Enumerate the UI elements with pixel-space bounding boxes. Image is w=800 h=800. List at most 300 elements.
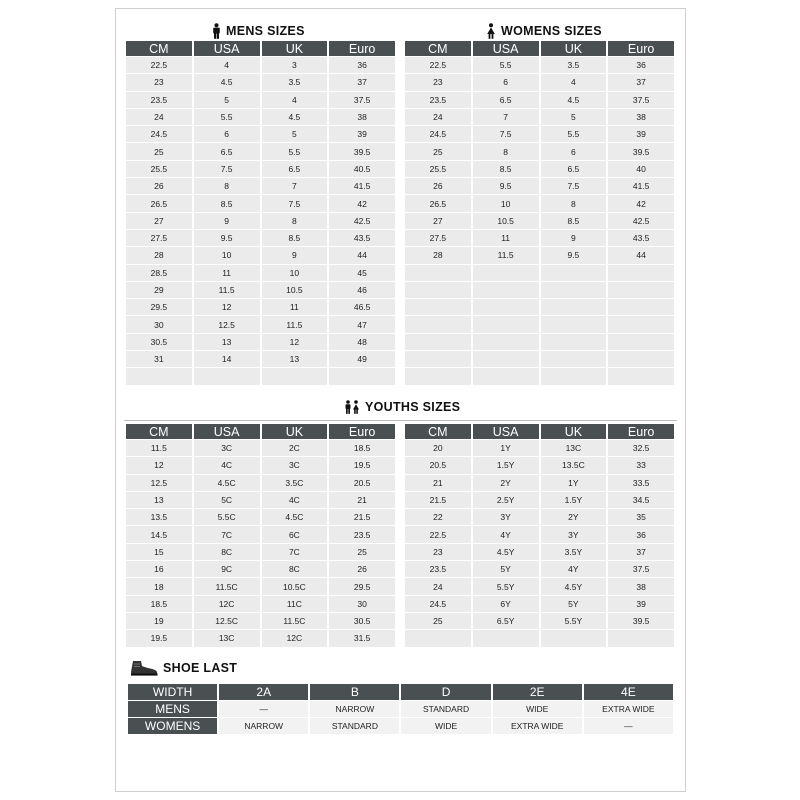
youths-left-cell-usa: 12.5C	[194, 613, 260, 630]
womens-cell-uk	[541, 265, 607, 282]
mens-cell-uk: 5	[262, 126, 328, 143]
youths-left-cell-euro: 18.5	[329, 440, 395, 457]
womens-cell-uk	[541, 351, 607, 368]
table-row	[126, 544, 395, 561]
youths-left-cell-usa: 11.5C	[194, 578, 260, 595]
shoe-last-cell: —	[219, 701, 308, 718]
table-row	[405, 247, 674, 264]
mens-cell-uk: 7.5	[262, 195, 328, 212]
mens-cell-uk: 11	[262, 299, 328, 316]
womens-cell-cm: 23.5	[405, 92, 471, 109]
mens-cell-usa: 5	[194, 92, 260, 109]
width-header-d: D	[401, 684, 490, 701]
mens-cell-usa: 12	[194, 299, 260, 316]
womens-sizes-title	[486, 23, 602, 39]
youths-right-cell-uk: 3.5Y	[541, 544, 607, 561]
mens-cell-cm: 24	[126, 109, 192, 126]
table-row	[126, 92, 395, 109]
womens-cell-usa: 10.5	[473, 213, 539, 230]
mens-cell-usa: 12.5	[194, 316, 260, 333]
womens-cell-usa: 7	[473, 109, 539, 126]
youths-left-cell-uk: 6C	[262, 526, 328, 543]
womens-cell-uk: 9.5	[541, 247, 607, 264]
womens-cell-uk: 9	[541, 230, 607, 247]
womens-cell-usa: 11	[473, 230, 539, 247]
womens-cell-euro	[608, 265, 674, 282]
youths-right-cell-cm: 23.5	[405, 561, 471, 578]
table-row	[126, 351, 395, 368]
youths-right-cell-cm: 24	[405, 578, 471, 595]
youths-right-cell-uk: 4.5Y	[541, 578, 607, 595]
shoe-last-cell: WIDE	[493, 701, 582, 718]
youths-left-cell-euro: 29.5	[329, 578, 395, 595]
table-row	[405, 282, 674, 299]
womens-size-table	[403, 41, 676, 386]
mens-cell-usa: 4.5	[194, 74, 260, 91]
table-row	[126, 578, 395, 595]
mens-cell-usa: 4	[194, 57, 260, 74]
youths-left-cell-cm: 18.5	[126, 596, 192, 613]
youths-left-cell-cm: 19.5	[126, 630, 192, 647]
width-header: WIDTH	[128, 684, 217, 701]
table-row	[405, 561, 674, 578]
womens-cell-cm: 28	[405, 247, 471, 264]
youths-left-cell-euro: 31.5	[329, 630, 395, 647]
mens-cell-usa: 9.5	[194, 230, 260, 247]
womens-cell-usa	[473, 368, 539, 385]
youths-right-cell-euro: 34.5	[608, 492, 674, 509]
youths-right-cell-uk: 13.5C	[541, 457, 607, 474]
youths-right-cell-euro: 35	[608, 509, 674, 526]
mens-cell-cm	[126, 368, 192, 385]
table-row	[405, 440, 674, 457]
table-row	[126, 509, 395, 526]
mens-cell-uk: 4	[262, 92, 328, 109]
table-row	[405, 630, 674, 647]
mens-cell-uk: 10.5	[262, 282, 328, 299]
mens-cell-euro: 42.5	[329, 213, 395, 230]
womens-cell-usa	[473, 265, 539, 282]
mens-cell-cm: 27.5	[126, 230, 192, 247]
shoe-last-cell: STANDARD	[401, 701, 490, 718]
womens-cell-cm: 26.5	[405, 195, 471, 212]
table-row	[405, 596, 674, 613]
youths-right-cell-euro: 39	[608, 596, 674, 613]
womens-cell-cm: 26	[405, 178, 471, 195]
womens-cell-cm: 25.5	[405, 161, 471, 178]
womens-cell-usa	[473, 316, 539, 333]
youths-left-cell-uk: 3C	[262, 457, 328, 474]
mens-cell-euro	[329, 368, 395, 385]
table-row	[126, 613, 395, 630]
shoe-last-cell: WIDE	[401, 718, 490, 735]
womens-header-usa: USA	[473, 41, 539, 57]
womens-cell-cm	[405, 368, 471, 385]
youths-left-cell-cm: 13.5	[126, 509, 192, 526]
womens-header-cm: CM	[405, 41, 471, 57]
youths-left-header-uk: UK	[262, 424, 328, 440]
womens-cell-cm: 23	[405, 74, 471, 91]
table-row	[405, 178, 674, 195]
womens-cell-uk: 5.5	[541, 126, 607, 143]
mens-cell-euro: 46.5	[329, 299, 395, 316]
womens-cell-cm: 24	[405, 109, 471, 126]
table-row	[405, 475, 674, 492]
shoe-last-cell: NARROW	[219, 718, 308, 735]
table-row	[405, 351, 674, 368]
table-row	[126, 334, 395, 351]
youths-left-cell-uk: 11.5C	[262, 613, 328, 630]
womens-cell-euro: 37.5	[608, 92, 674, 109]
youths-left-cell-cm: 11.5	[126, 440, 192, 457]
youths-left-cell-uk: 2C	[262, 440, 328, 457]
mens-cell-usa: 8.5	[194, 195, 260, 212]
womens-cell-uk: 6	[541, 143, 607, 160]
youths-left-header-cm: CM	[126, 424, 192, 440]
mens-cell-cm: 30.5	[126, 334, 192, 351]
table-row	[126, 265, 395, 282]
mens-cell-euro: 36	[329, 57, 395, 74]
womens-cell-uk: 8.5	[541, 213, 607, 230]
table-row	[126, 561, 395, 578]
width-header-4e: 4E	[584, 684, 673, 701]
youths-right-cell-euro: 38	[608, 578, 674, 595]
womens-cell-uk: 4	[541, 74, 607, 91]
shoe-last-cell: EXTRA WIDE	[493, 718, 582, 735]
womens-cell-cm	[405, 282, 471, 299]
youths-left-cell-cm: 14.5	[126, 526, 192, 543]
mens-cell-cm: 24.5	[126, 126, 192, 143]
mens-cell-usa: 6.5	[194, 143, 260, 160]
table-row	[405, 161, 674, 178]
youths-right-cell-uk: 2Y	[541, 509, 607, 526]
youths-left-header-usa: USA	[194, 424, 260, 440]
mens-cell-usa: 9	[194, 213, 260, 230]
shoe-icon	[130, 660, 158, 676]
womens-cell-usa	[473, 299, 539, 316]
mens-cell-cm: 23	[126, 74, 192, 91]
mens-cell-uk: 3	[262, 57, 328, 74]
mens-cell-usa	[194, 368, 260, 385]
mens-header-euro: Euro	[329, 41, 395, 57]
table-row	[405, 92, 674, 109]
womens-cell-euro	[608, 282, 674, 299]
womens-cell-euro: 38	[608, 109, 674, 126]
youths-sizes-title	[344, 400, 460, 414]
youths-left-cell-euro: 21.5	[329, 509, 395, 526]
mens-cell-euro: 42	[329, 195, 395, 212]
size-chart-sheet	[115, 8, 686, 792]
table-row	[126, 526, 395, 543]
womens-cell-euro	[608, 368, 674, 385]
womens-cell-euro: 44	[608, 247, 674, 264]
mens-header-usa: USA	[194, 41, 260, 57]
youths-right-cell-uk: 1.5Y	[541, 492, 607, 509]
womens-header-euro: Euro	[608, 41, 674, 57]
mens-cell-cm: 29.5	[126, 299, 192, 316]
youths-sizes-label: YOUTHS SIZES	[365, 400, 461, 414]
womens-cell-usa: 6.5	[473, 92, 539, 109]
youths-size-table-right	[403, 424, 676, 648]
mens-cell-uk: 6.5	[262, 161, 328, 178]
table-row	[126, 74, 395, 91]
mens-header-uk: UK	[262, 41, 328, 57]
youths-left-cell-usa: 3C	[194, 440, 260, 457]
mens-sizes-title	[212, 23, 305, 39]
youths-right-cell-usa: 4.5Y	[473, 544, 539, 561]
table-row	[126, 143, 395, 160]
mens-cell-euro: 37.5	[329, 92, 395, 109]
youths-right-cell-euro: 33.5	[608, 475, 674, 492]
width-header-2e: 2E	[493, 684, 582, 701]
table-row	[405, 109, 674, 126]
table-row	[126, 492, 395, 509]
shoe-last-row	[128, 701, 673, 718]
mens-cell-euro: 48	[329, 334, 395, 351]
shoe-last-cell: —	[584, 718, 673, 735]
table-row	[126, 161, 395, 178]
table-row	[126, 213, 395, 230]
womens-cell-uk: 4.5	[541, 92, 607, 109]
youths-left-cell-euro: 23.5	[329, 526, 395, 543]
youths-right-cell-usa: 1Y	[473, 440, 539, 457]
youths-left-cell-usa: 12C	[194, 596, 260, 613]
width-header-2a: 2A	[219, 684, 308, 701]
mens-cell-cm: 28	[126, 247, 192, 264]
table-row	[405, 126, 674, 143]
womens-cell-cm	[405, 316, 471, 333]
womens-cell-euro: 41.5	[608, 178, 674, 195]
youths-right-cell-usa: 2Y	[473, 475, 539, 492]
womens-cell-cm: 22.5	[405, 57, 471, 74]
mens-cell-cm: 26	[126, 178, 192, 195]
youths-left-cell-euro: 21	[329, 492, 395, 509]
mens-cell-euro: 44	[329, 247, 395, 264]
mens-cell-uk	[262, 368, 328, 385]
youths-right-cell-usa: 5.5Y	[473, 578, 539, 595]
youths-left-cell-euro: 19.5	[329, 457, 395, 474]
youths-right-cell-cm: 20	[405, 440, 471, 457]
youths-left-cell-usa: 4.5C	[194, 475, 260, 492]
table-row	[405, 57, 674, 74]
table-row	[126, 316, 395, 333]
table-row	[405, 143, 674, 160]
womens-cell-usa: 6	[473, 74, 539, 91]
table-row	[405, 316, 674, 333]
womens-cell-usa: 10	[473, 195, 539, 212]
mens-cell-usa: 8	[194, 178, 260, 195]
womens-header-uk: UK	[541, 41, 607, 57]
mens-cell-uk: 5.5	[262, 143, 328, 160]
mens-cell-uk: 12	[262, 334, 328, 351]
youths-size-table-left	[124, 424, 397, 648]
mens-cell-euro: 37	[329, 74, 395, 91]
youths-right-cell-usa: 1.5Y	[473, 457, 539, 474]
youths-left-cell-euro: 25	[329, 544, 395, 561]
table-row	[405, 613, 674, 630]
womens-sizes-label: WOMENS SIZES	[501, 24, 602, 38]
youths-right-header-usa: USA	[473, 424, 539, 440]
table-row	[126, 178, 395, 195]
mens-cell-usa: 11	[194, 265, 260, 282]
mens-cell-cm: 25	[126, 143, 192, 160]
youths-left-cell-uk: 11C	[262, 596, 328, 613]
table-row	[126, 299, 395, 316]
womens-cell-uk: 5	[541, 109, 607, 126]
mens-cell-uk: 8.5	[262, 230, 328, 247]
width-header-b: B	[310, 684, 399, 701]
table-row	[126, 57, 395, 74]
mens-cell-cm: 28.5	[126, 265, 192, 282]
mens-cell-cm: 31	[126, 351, 192, 368]
mens-cell-uk: 11.5	[262, 316, 328, 333]
mens-cell-cm: 29	[126, 282, 192, 299]
youths-left-cell-euro: 26	[329, 561, 395, 578]
table-row	[405, 578, 674, 595]
youths-right-cell-usa: 3Y	[473, 509, 539, 526]
youths-right-cell-euro	[608, 630, 674, 647]
youths-right-cell-uk	[541, 630, 607, 647]
womens-cell-uk: 8	[541, 195, 607, 212]
mens-cell-uk: 7	[262, 178, 328, 195]
mens-cell-euro: 49	[329, 351, 395, 368]
table-row	[405, 368, 674, 385]
youths-left-cell-cm: 12.5	[126, 475, 192, 492]
womens-cell-euro	[608, 316, 674, 333]
table-row	[126, 368, 395, 385]
womens-cell-cm	[405, 265, 471, 282]
youths-left-cell-cm: 12	[126, 457, 192, 474]
youths-left-cell-usa: 8C	[194, 544, 260, 561]
woman-icon	[486, 23, 496, 39]
youths-right-cell-cm: 21	[405, 475, 471, 492]
mens-cell-usa: 11.5	[194, 282, 260, 299]
youths-right-cell-cm: 23	[405, 544, 471, 561]
youths-left-cell-uk: 4C	[262, 492, 328, 509]
youths-right-cell-usa: 6Y	[473, 596, 539, 613]
mens-cell-uk: 4.5	[262, 109, 328, 126]
mens-cell-usa: 10	[194, 247, 260, 264]
womens-cell-uk	[541, 368, 607, 385]
womens-cell-usa: 5.5	[473, 57, 539, 74]
table-row	[126, 247, 395, 264]
youths-right-cell-euro: 36	[608, 526, 674, 543]
youths-right-cell-cm: 22	[405, 509, 471, 526]
shoe-last-title	[130, 660, 237, 676]
mens-cell-cm: 26.5	[126, 195, 192, 212]
mens-cell-euro: 43.5	[329, 230, 395, 247]
womens-cell-uk	[541, 299, 607, 316]
table-row	[405, 230, 674, 247]
womens-cell-euro: 42.5	[608, 213, 674, 230]
womens-cell-cm	[405, 351, 471, 368]
youths-left-cell-cm: 19	[126, 613, 192, 630]
womens-cell-usa	[473, 282, 539, 299]
shoe-last-cell: EXTRA WIDE	[584, 701, 673, 718]
shoe-last-table	[126, 684, 675, 735]
shoe-last-label: SHOE LAST	[163, 661, 238, 675]
youths-left-cell-cm: 16	[126, 561, 192, 578]
youths-right-cell-euro: 33	[608, 457, 674, 474]
womens-cell-cm: 27	[405, 213, 471, 230]
youths-right-cell-usa: 2.5Y	[473, 492, 539, 509]
womens-cell-cm	[405, 334, 471, 351]
womens-cell-euro: 39	[608, 126, 674, 143]
table-row	[126, 126, 395, 143]
youths-left-cell-uk: 12C	[262, 630, 328, 647]
youths-right-cell-cm: 25	[405, 613, 471, 630]
youths-right-cell-usa	[473, 630, 539, 647]
table-row	[405, 299, 674, 316]
womens-cell-euro: 40	[608, 161, 674, 178]
youths-right-cell-uk: 3Y	[541, 526, 607, 543]
youths-right-cell-uk: 13C	[541, 440, 607, 457]
table-row	[405, 74, 674, 91]
youths-right-cell-usa: 4Y	[473, 526, 539, 543]
mens-sizes-label: MENS SIZES	[226, 24, 305, 38]
youths-right-cell-euro: 37	[608, 544, 674, 561]
womens-cell-euro: 39.5	[608, 143, 674, 160]
womens-cell-cm: 25	[405, 143, 471, 160]
mens-cell-uk: 9	[262, 247, 328, 264]
mens-cell-euro: 39	[329, 126, 395, 143]
mens-cell-cm: 25.5	[126, 161, 192, 178]
youths-left-cell-uk: 7C	[262, 544, 328, 561]
youths-right-cell-usa: 5Y	[473, 561, 539, 578]
youths-left-cell-uk: 3.5C	[262, 475, 328, 492]
youths-left-cell-cm: 18	[126, 578, 192, 595]
shoe-last-cell: NARROW	[310, 701, 399, 718]
womens-cell-euro: 36	[608, 57, 674, 74]
children-icon	[344, 400, 360, 414]
youths-left-cell-cm: 15	[126, 544, 192, 561]
table-row	[405, 265, 674, 282]
youths-left-header-euro: Euro	[329, 424, 395, 440]
mens-cell-euro: 45	[329, 265, 395, 282]
shoe-last-row	[128, 718, 673, 735]
table-row	[405, 195, 674, 212]
mens-cell-usa: 14	[194, 351, 260, 368]
youths-right-cell-usa: 6.5Y	[473, 613, 539, 630]
table-row	[126, 109, 395, 126]
youths-right-cell-euro: 32.5	[608, 440, 674, 457]
mens-cell-euro: 38	[329, 109, 395, 126]
table-row	[405, 526, 674, 543]
youths-left-cell-usa: 4C	[194, 457, 260, 474]
table-row	[126, 230, 395, 247]
mens-cell-euro: 41.5	[329, 178, 395, 195]
womens-cell-usa: 9.5	[473, 178, 539, 195]
youths-left-cell-usa: 9C	[194, 561, 260, 578]
youths-right-header-euro: Euro	[608, 424, 674, 440]
youths-left-cell-uk: 10.5C	[262, 578, 328, 595]
youths-left-cell-usa: 13C	[194, 630, 260, 647]
womens-cell-usa: 11.5	[473, 247, 539, 264]
womens-cell-uk: 7.5	[541, 178, 607, 195]
mens-cell-uk: 13	[262, 351, 328, 368]
womens-cell-uk	[541, 282, 607, 299]
table-row	[126, 440, 395, 457]
mens-header-cm: CM	[126, 41, 192, 57]
section-divider	[124, 420, 677, 421]
mens-cell-usa: 5.5	[194, 109, 260, 126]
mens-cell-cm: 30	[126, 316, 192, 333]
youths-right-cell-cm: 24.5	[405, 596, 471, 613]
womens-cell-uk	[541, 334, 607, 351]
womens-cell-euro: 42	[608, 195, 674, 212]
womens-cell-cm	[405, 299, 471, 316]
shoe-last-cell: STANDARD	[310, 718, 399, 735]
